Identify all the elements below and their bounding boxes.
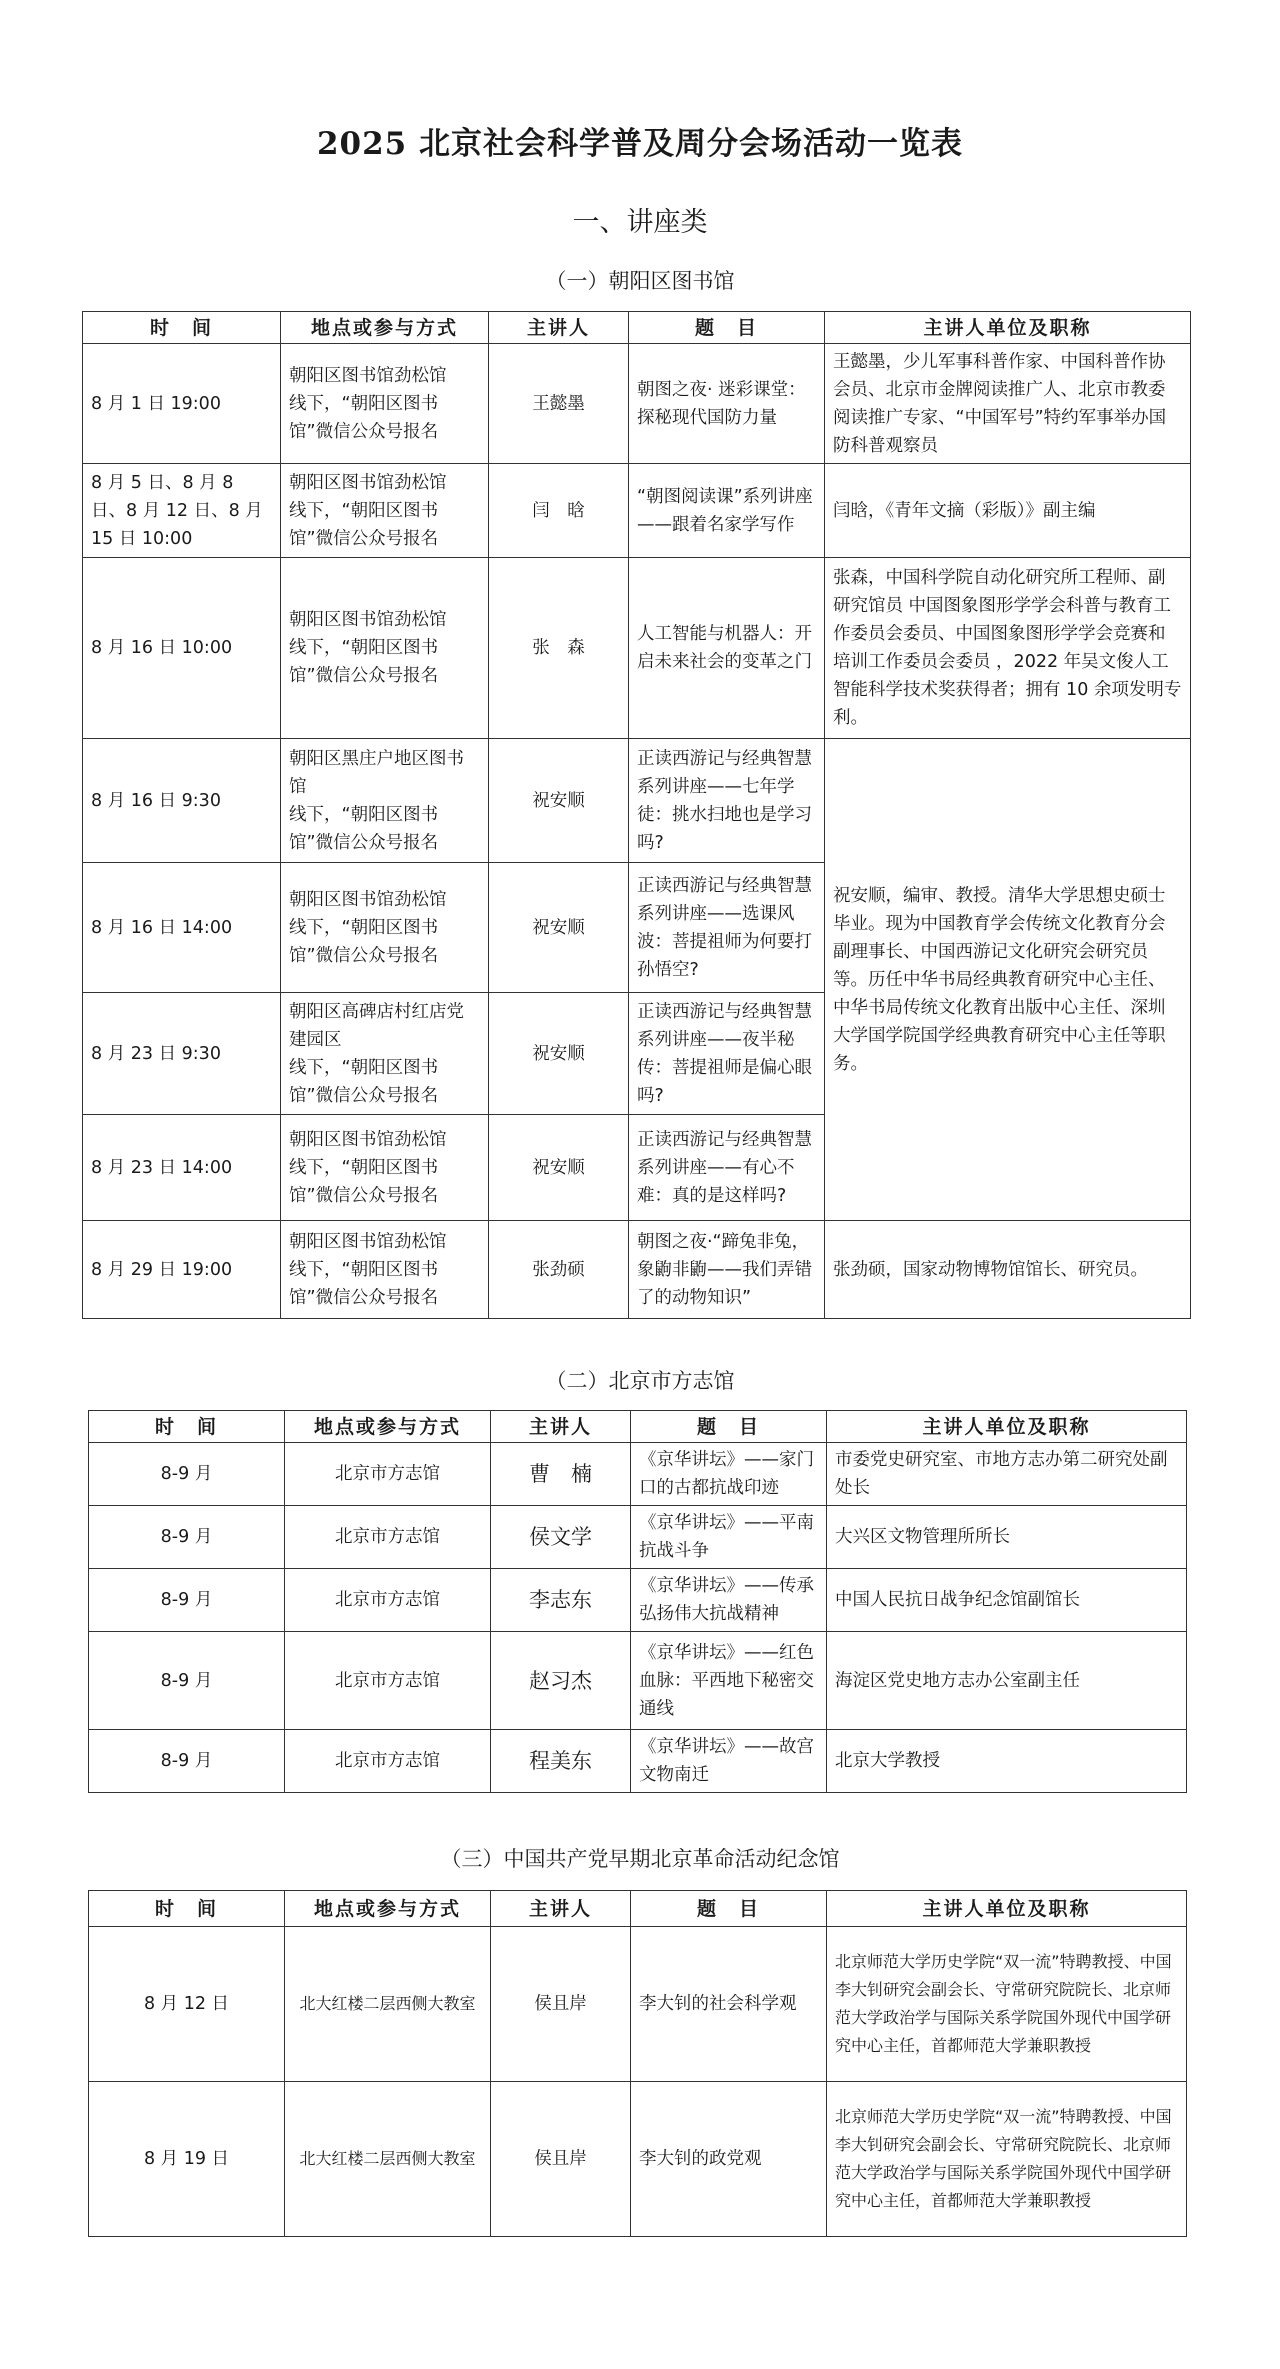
header-bio: 主讲人单位及职称 <box>827 1891 1187 1927</box>
header-time: 时 间 <box>89 1411 285 1443</box>
bio-cell: 祝安顺，编审、教授。清华大学思想史硕士毕业。现为中国教育学会传统文化教育分会副理事长、中国西游记文化研究会研究员等。历任中华书局经典教育研究中心主任、中华书局传统文化教育出版中心主任、深圳大学国学院国学经典教育研究中心主任等职务。 <box>825 739 1191 1221</box>
location-line: 朝阳区图书馆劲松馆 <box>289 1231 447 1252</box>
venue-title: （二）北京市方志馆 <box>545 1369 735 1393</box>
location-line: 朝阳区高碑店村红店党建园区 <box>289 1001 464 1050</box>
header-speaker: 主讲人 <box>489 312 629 344</box>
location-line: 线下，“朝阳区图书馆”微信公众号报名 <box>289 393 439 442</box>
time-cell: 8 月 19 日 <box>89 2082 285 2237</box>
table-row <box>83 1221 1191 1319</box>
speaker-cell: 侯且岸 <box>491 1927 631 2082</box>
location-line: 线下，“朝阳区图书馆”微信公众号报名 <box>289 1057 439 1106</box>
time-cell: 8-9 月 <box>89 1632 285 1730</box>
time-cell: 8 月 5 日、8 月 8 日、8 月 12 日、8 月 15 日 10:00 <box>83 464 281 558</box>
speaker-cell: 闫 晗 <box>489 464 629 558</box>
bio-cell: 闫晗，《青年文摘（彩版）》副主编 <box>825 464 1191 558</box>
header-speaker: 主讲人 <box>491 1411 631 1443</box>
topic-cell: 正读西游记与经典智慧系列讲座——选课风波：菩提祖师为何要打孙悟空? <box>629 863 825 993</box>
section-title: 一、讲座类 <box>572 207 708 238</box>
topic-cell: 人工智能与机器人：开启未来社会的变革之门 <box>629 558 825 739</box>
topic-cell: 李大钊的政党观 <box>631 2082 827 2237</box>
time-cell: 8-9 月 <box>89 1569 285 1632</box>
location-line: 朝阳区图书馆劲松馆 <box>289 889 447 910</box>
table-row <box>89 1730 1187 1793</box>
bio-cell: 市委党史研究室、市地方志办第二研究处副处长 <box>827 1443 1187 1506</box>
table-row <box>83 558 1191 739</box>
time-cell: 8-9 月 <box>89 1730 285 1793</box>
header-bio: 主讲人单位及职称 <box>825 312 1191 344</box>
location-line: 线下，“朝阳区图书馆”微信公众号报名 <box>289 1157 439 1206</box>
header-bio: 主讲人单位及职称 <box>827 1411 1187 1443</box>
speaker-cell: 祝安顺 <box>489 863 629 993</box>
location-cell <box>281 1115 489 1221</box>
location-line: 朝阳区图书馆劲松馆 <box>289 1129 447 1150</box>
speaker-cell: 祝安顺 <box>489 739 629 863</box>
speaker-cell: 侯文学 <box>491 1506 631 1569</box>
bio-cell: 大兴区文物管理所所长 <box>827 1506 1187 1569</box>
table-row <box>89 1569 1187 1632</box>
time-cell: 8 月 29 日 19:00 <box>83 1221 281 1319</box>
schedule-table <box>82 311 1191 1319</box>
location-cell: 北京市方志馆 <box>285 1506 491 1569</box>
bio-cell: 王懿墨，少儿军事科普作家、中国科普作协会员、北京市金牌阅读推广人、北京市教委阅读推广专家、“中国军号”特约军事举办国防科普观察员 <box>825 344 1191 464</box>
document-title: 2025 北京社会科学普及周分会场活动一览表 <box>316 126 964 162</box>
table-row <box>89 1927 1187 2082</box>
table-row <box>89 1506 1187 1569</box>
speaker-cell: 曹 楠 <box>491 1443 631 1506</box>
speaker-cell: 张 森 <box>489 558 629 739</box>
venue-title: （一）朝阳区图书馆 <box>545 269 735 293</box>
speaker-cell: 赵习杰 <box>491 1632 631 1730</box>
table-header-row <box>83 312 1191 344</box>
location-cell: 北京市方志馆 <box>285 1730 491 1793</box>
speaker-cell: 侯且岸 <box>491 2082 631 2237</box>
topic-cell: 《京华讲坛》——红色血脉：平西地下秘密交通线 <box>631 1632 827 1730</box>
header-topic: 题 目 <box>629 312 825 344</box>
location-cell <box>281 464 489 558</box>
header-topic: 题 目 <box>631 1411 827 1443</box>
time-cell: 8 月 1 日 19:00 <box>83 344 281 464</box>
bio-cell: 张森，中国科学院自动化研究所工程师、副研究馆员 中国图象图形学学会科普与教育工作委员会委员、中国图象图形学学会竞赛和培训工作委员会委员 ，2022 年吴文俊人工智能科学技术奖获得者；拥有 10 余项发明专利。 <box>825 558 1191 739</box>
table-header-row <box>89 1411 1187 1443</box>
table-row <box>83 464 1191 558</box>
bio-cell: 海淀区党史地方志办公室副主任 <box>827 1632 1187 1730</box>
table-row <box>83 739 1191 863</box>
time-cell: 8-9 月 <box>89 1443 285 1506</box>
time-cell: 8 月 23 日 9:30 <box>83 993 281 1115</box>
location-cell <box>281 344 489 464</box>
table-row <box>83 344 1191 464</box>
speaker-cell: 祝安顺 <box>489 1115 629 1221</box>
location-line: 朝阳区图书馆劲松馆 <box>289 472 447 493</box>
header-time: 时 间 <box>83 312 281 344</box>
header-speaker: 主讲人 <box>491 1891 631 1927</box>
header-location: 地点或参与方式 <box>285 1411 491 1443</box>
schedule-table <box>88 1410 1187 1793</box>
location-line: 朝阳区图书馆劲松馆 <box>289 610 447 630</box>
location-line: 线下，“朝阳区图书馆”微信公众号报名 <box>289 638 439 686</box>
speaker-cell: 张劲硕 <box>489 1221 629 1319</box>
venue-title: （三）中国共产党早期北京革命活动纪念馆 <box>440 1847 840 1871</box>
location-line: 朝阳区图书馆劲松馆 <box>289 365 447 386</box>
speaker-cell: 祝安顺 <box>489 993 629 1115</box>
location-line: 朝阳区黑庄户地区图书馆 <box>289 748 464 797</box>
location-cell: 北京市方志馆 <box>285 1569 491 1632</box>
location-cell <box>281 558 489 739</box>
bio-cell: 北京师范大学历史学院“双一流”特聘教授、中国李大钊研究会副会长、守常研究院院长、北京师范大学政治学与国际关系学院国外现代中国学研究中心主任，首都师范大学兼职教授 <box>827 2082 1187 2237</box>
bio-cell: 中国人民抗日战争纪念馆副馆长 <box>827 1569 1187 1632</box>
header-topic: 题 目 <box>631 1891 827 1927</box>
location-cell: 北京市方志馆 <box>285 1632 491 1730</box>
location-cell: 北大红楼二层西侧大教室 <box>285 1927 491 2082</box>
topic-cell: 《京华讲坛》——平南抗战斗争 <box>631 1506 827 1569</box>
time-cell: 8 月 12 日 <box>89 1927 285 2082</box>
topic-cell: 《京华讲坛》——故宫文物南迁 <box>631 1730 827 1793</box>
bio-cell: 北京师范大学历史学院“双一流”特聘教授、中国李大钊研究会副会长、守常研究院院长、北京师范大学政治学与国际关系学院国外现代中国学研究中心主任，首都师范大学兼职教授 <box>827 1927 1187 2082</box>
table-row <box>89 2082 1187 2237</box>
location-cell: 北大红楼二层西侧大教室 <box>285 2082 491 2237</box>
topic-cell: 李大钊的社会科学观 <box>631 1927 827 2082</box>
topic-cell: 正读西游记与经典智慧系列讲座——夜半秘传：菩提祖师是偏心眼吗? <box>629 993 825 1115</box>
topic-cell: 正读西游记与经典智慧系列讲座——七年学徒：挑水扫地也是学习吗? <box>629 739 825 863</box>
location-cell: 北京市方志馆 <box>285 1443 491 1506</box>
time-cell: 8 月 16 日 14:00 <box>83 863 281 993</box>
topic-cell: 朝图之夜·“蹄兔非兔，象鼩非鼩——我们弄错了的动物知识” <box>629 1221 825 1319</box>
table-row <box>89 1632 1187 1730</box>
location-line: 线下，“朝阳区图书馆”微信公众号报名 <box>289 500 439 549</box>
time-cell: 8 月 16 日 10:00 <box>83 558 281 739</box>
table-header-row <box>89 1891 1187 1927</box>
time-cell: 8-9 月 <box>89 1506 285 1569</box>
topic-cell: “朝图阅读课”系列讲座——跟着名家学写作 <box>629 464 825 558</box>
bio-cell: 张劲硕，国家动物博物馆馆长、研究员。 <box>825 1221 1191 1319</box>
topic-cell: 《京华讲坛》——传承弘扬伟大抗战精神 <box>631 1569 827 1632</box>
location-cell <box>281 1221 489 1319</box>
topic-cell: 正读西游记与经典智慧系列讲座——有心不难：真的是这样吗? <box>629 1115 825 1221</box>
table-row <box>89 1443 1187 1506</box>
topic-cell: 朝图之夜· 迷彩课堂：探秘现代国防力量 <box>629 344 825 464</box>
location-line: 线下，“朝阳区图书馆”微信公众号报名 <box>289 1259 439 1308</box>
header-location: 地点或参与方式 <box>281 312 489 344</box>
schedule-table <box>88 1890 1187 2237</box>
location-line: 线下，“朝阳区图书馆”微信公众号报名 <box>289 804 439 853</box>
location-cell <box>281 863 489 993</box>
header-time: 时 间 <box>89 1891 285 1927</box>
speaker-cell: 李志东 <box>491 1569 631 1632</box>
location-cell <box>281 739 489 863</box>
time-cell: 8 月 23 日 14:00 <box>83 1115 281 1221</box>
location-cell <box>281 993 489 1115</box>
topic-cell: 《京华讲坛》——家门口的古都抗战印迹 <box>631 1443 827 1506</box>
location-line: 线下，“朝阳区图书馆”微信公众号报名 <box>289 917 439 966</box>
time-cell: 8 月 16 日 9:30 <box>83 739 281 863</box>
header-location: 地点或参与方式 <box>285 1891 491 1927</box>
bio-cell: 北京大学教授 <box>827 1730 1187 1793</box>
speaker-cell: 王懿墨 <box>489 344 629 464</box>
speaker-cell: 程美东 <box>491 1730 631 1793</box>
